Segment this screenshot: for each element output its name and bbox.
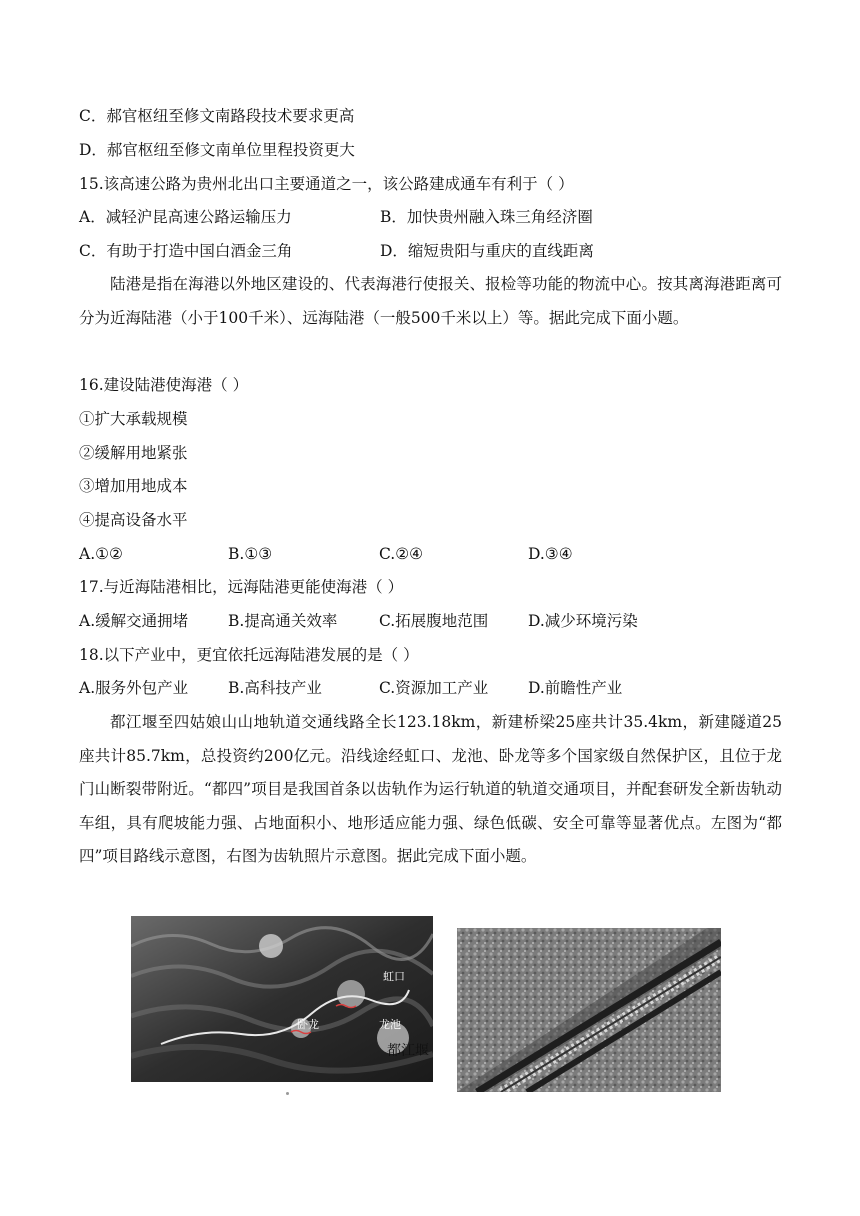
q14-option-d: D．郝官枢纽至修文南单位里程投资更大 xyxy=(79,141,355,159)
map-label-wolong: 卧龙 xyxy=(297,1018,319,1031)
rack-rail-graphic xyxy=(457,928,721,1092)
q14-option-c: C．郝官枢纽至修文南路段技术要求更高 xyxy=(79,107,355,125)
q18-option-d: D.前瞻性产业 xyxy=(528,679,623,697)
q15-option-b: B．加快贵州融入珠三角经济圈 xyxy=(380,208,593,226)
q17-option-b: B.提高通关效率 xyxy=(228,612,338,630)
map-label-dujiangyan: 都江堰 xyxy=(387,1043,429,1059)
q17-stem: 17.与近海陆港相比，远海陆港更能使海港（ ） xyxy=(79,578,404,596)
figure-caption-mark xyxy=(286,1092,289,1095)
map-label-hongkou: 虹口 xyxy=(383,970,405,983)
rack-rail-photo xyxy=(457,928,721,1092)
passage-dusi-railway-text: 都江堰至四姑娘山山地轨道交通线路全长123.18km，新建桥梁25座共计35.4km，新建隧道25座共计85.7km，总投资约200亿元。沿线途经虹口、龙池、卧龙等多个国家级自然保护区，且位于龙门山断裂带附近。“都四”项目是我国首条以齿轨作为运行轨道的轨道交通项目，并配套研发全新齿轨动车组，具有爬坡能力强、占地面积小、地形适应能力强、绿色低碳、安全可靠等显著优点。左图为“都四”项目路线示意图，右图为齿轨照片示意图。据此完成下面小题。 xyxy=(79,713,782,865)
q18-option-c: C.资源加工产业 xyxy=(379,679,489,697)
passage-dusi-railway xyxy=(79,706,782,874)
q18-option-a: A.服务外包产业 xyxy=(79,679,189,697)
q17-option-a: A.缓解交通拥堵 xyxy=(79,612,189,630)
q16-stem: 16.建设陆港使海港（ ） xyxy=(79,376,249,394)
q16-statement-4: ④提高设备水平 xyxy=(79,511,188,529)
passage-land-port xyxy=(79,268,782,335)
q16-option-c: C.②④ xyxy=(379,545,424,563)
passage-land-port-text: 陆港是指在海港以外地区建设的、代表海港行使报关、报检等功能的物流中心。按其离海港距离可分为近海陆港（小于100千米）、远海陆港（一般500千米以上）等。据此完成下面小题。 xyxy=(79,275,782,327)
q16-statement-2: ②缓解用地紧张 xyxy=(79,444,188,462)
q15-option-d: D．缩短贵阳与重庆的直线距离 xyxy=(380,242,594,260)
q15-option-a: A．减轻沪昆高速公路运输压力 xyxy=(79,208,292,226)
q15-stem: 15.该高速公路为贵州北出口主要通道之一，该公路建成通车有利于（ ） xyxy=(79,175,574,193)
q16-statement-3: ③增加用地成本 xyxy=(79,477,188,495)
q16-option-a: A.①② xyxy=(79,545,123,563)
q17-option-c: C.拓展腹地范围 xyxy=(379,612,489,630)
q16-option-b: B.①③ xyxy=(228,545,273,563)
q17-option-d: D.减少环境污染 xyxy=(528,612,638,630)
q15-option-c: C．有助于打造中国白酒金三角 xyxy=(79,242,293,260)
route-map-figure xyxy=(131,916,433,1082)
q16-statement-1: ①扩大承载规模 xyxy=(79,410,188,428)
map-label-longchi: 龙池 xyxy=(379,1018,401,1031)
q16-option-d: D.③④ xyxy=(528,545,573,563)
q18-option-b: B.高科技产业 xyxy=(228,679,322,697)
q18-stem: 18.以下产业中，更宜依托远海陆港发展的是（ ） xyxy=(79,646,419,664)
